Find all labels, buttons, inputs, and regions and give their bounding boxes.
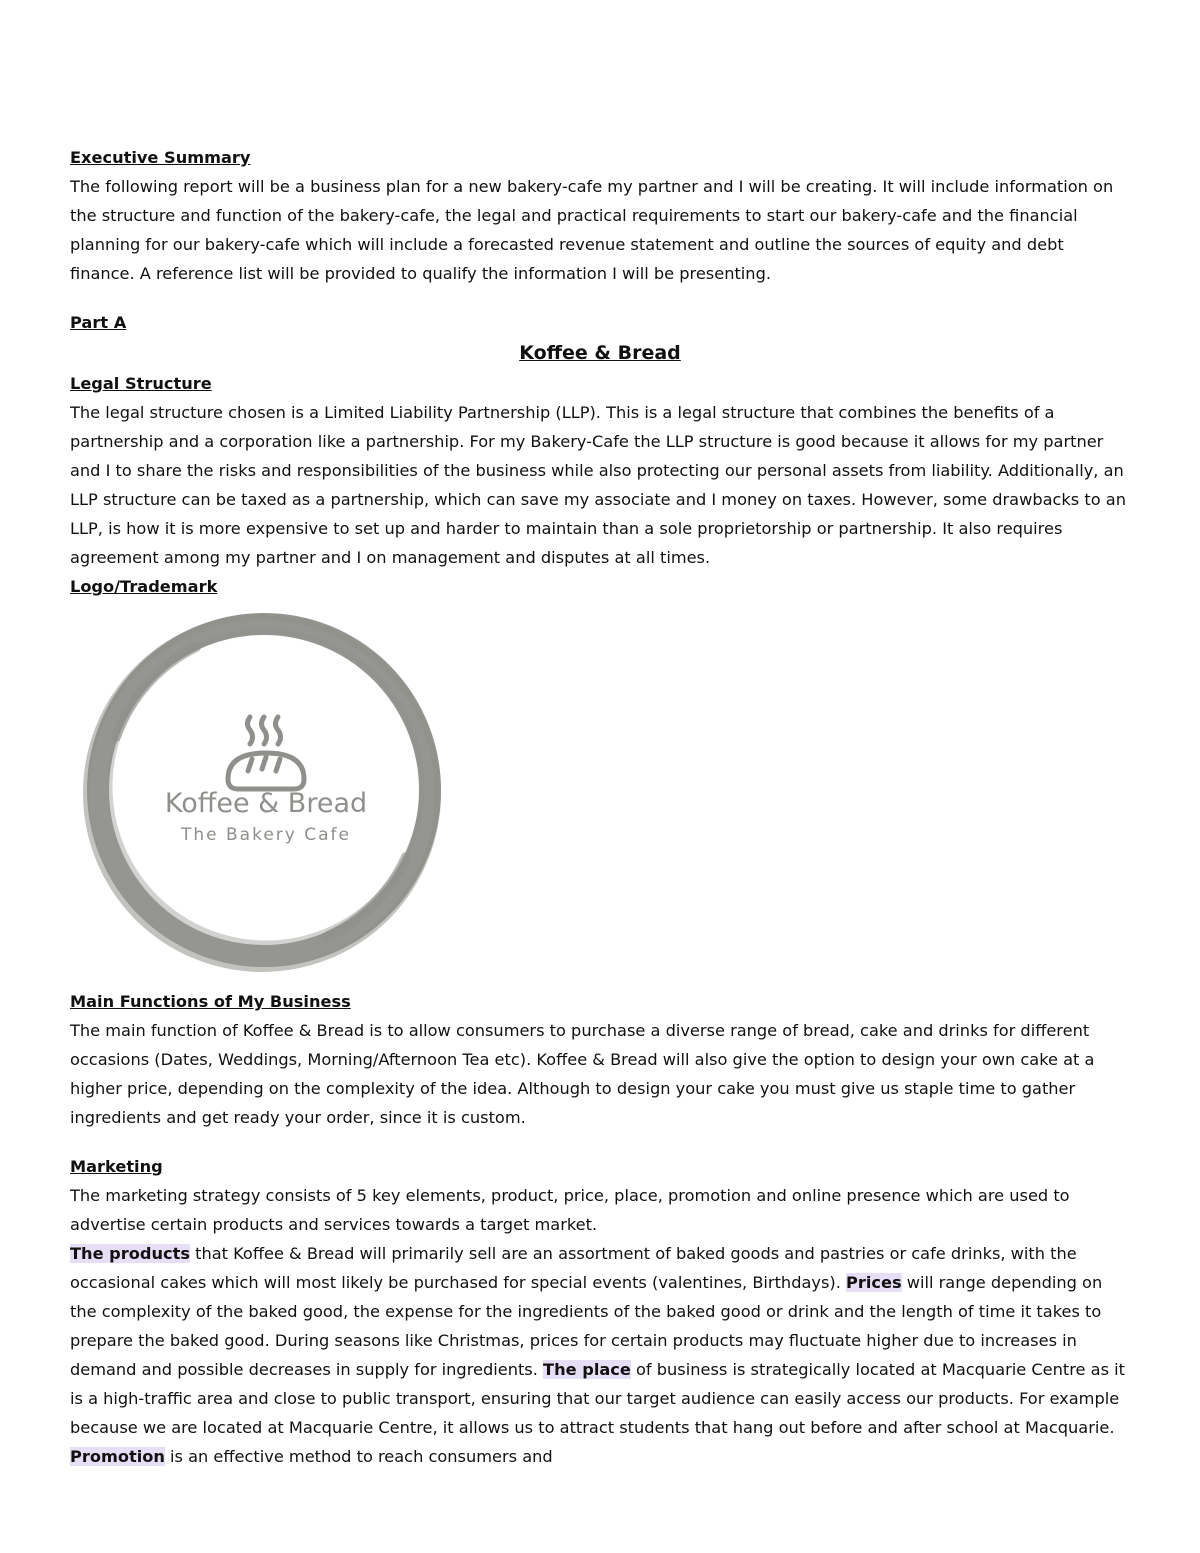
part-a-heading: Part A [70, 313, 127, 332]
marketing-promotion-text: is an effective method to reach consumers and [164, 1447, 553, 1466]
legal-structure-text: The legal structure chosen is a Limited Liability Partnership (LLP). This is a legal structure that combines the benefits of a partnership and a corporation like a partnership. For my Bakery-Cafe the LLP structure is good because it allows for my partner and I to share the risks and responsibilities of the business while also protecting our personal assets from liability. Additionally, an LLP structure can be taxed as a partnership, which can save my associate and I money on taxes. However, some drawbacks to an LLP, is how it is more expensive to set up and harder to maintain than a sole proprietorship or partnership. It also requires agreement among my partner and I on management and disputes at all times. [70, 403, 1126, 567]
document-page [70, 143, 1130, 1471]
logo-tagline: The Bakery Cafe [181, 825, 351, 845]
main-functions-text: The main function of Koffee & Bread is to allow consumers to purchase a diverse range of bread, cake and drinks for different occasions (Dates, Weddings, Morning/Afternoon Tea etc). Koffee & Bread will also give the option to design your own cake at a higher price, depending on the complexity of the idea. Although to design your cake you must give us staple time to gather ingredients and get ready your order, since it is custom. [70, 1021, 1095, 1127]
marketing-intro: The marketing strategy consists of 5 key elements, product, price, place, promotion and online presence which are used to advertise certain products and services towards a target market. [70, 1186, 1070, 1234]
executive-summary-heading: Executive Summary [70, 148, 251, 167]
highlight-place: The place [543, 1360, 631, 1379]
marketing-prices-text: will range depending on the complexity of the baked good, the expense for the ingredients of the baked good or drink and the length of time it takes to prepare the baked good. During seasons like Christmas, prices for certain products may fluctuate higher due to increases in demand and possible decreases in supply for ingredients. [70, 1273, 1103, 1379]
logo-image [76, 607, 456, 977]
logo-heading: Logo/Trademark [70, 577, 218, 596]
marketing-heading: Marketing [70, 1157, 163, 1176]
marketing-place-text: of business is strategically located at Macquarie Centre as it is a high-traffic area and close to public transport, ensuring that our target audience can easily access our products. For example because we are located at Macquarie Centre, it allows us to attract students that hang out before and after school at Macquarie. [70, 1360, 1125, 1437]
bread-icon [228, 717, 304, 789]
marketing-products-text: that Koffee & Bread will primarily sell are an assortment of baked goods and pastries or cafe drinks, with the occasional cakes which will most likely be purchased for special events (valentines, Birthdays). [70, 1244, 1077, 1292]
document-title: Koffee & Bread [519, 342, 681, 364]
logo-brand-name: Koffee & Bread [164, 788, 368, 819]
highlight-promotion: Promotion [70, 1447, 165, 1466]
main-functions-heading: Main Functions of My Business [70, 992, 351, 1011]
highlight-prices: Prices [846, 1273, 902, 1292]
legal-structure-heading: Legal Structure [70, 374, 212, 393]
highlight-products: The products [70, 1244, 190, 1263]
executive-summary-text: The following report will be a business plan for a new bakery-cafe my partner and I will be creating. It will include information on the structure and function of the bakery-cafe, the legal and practical requirements to start our bakery-cafe and the financial planning for our bakery-cafe which will include a forecasted revenue statement and outline the sources of equity and debt finance. A reference list will be provided to qualify the information I will be presenting. [70, 177, 1114, 283]
logo-graphic [76, 607, 456, 977]
marketing-body [70, 1239, 1130, 1471]
